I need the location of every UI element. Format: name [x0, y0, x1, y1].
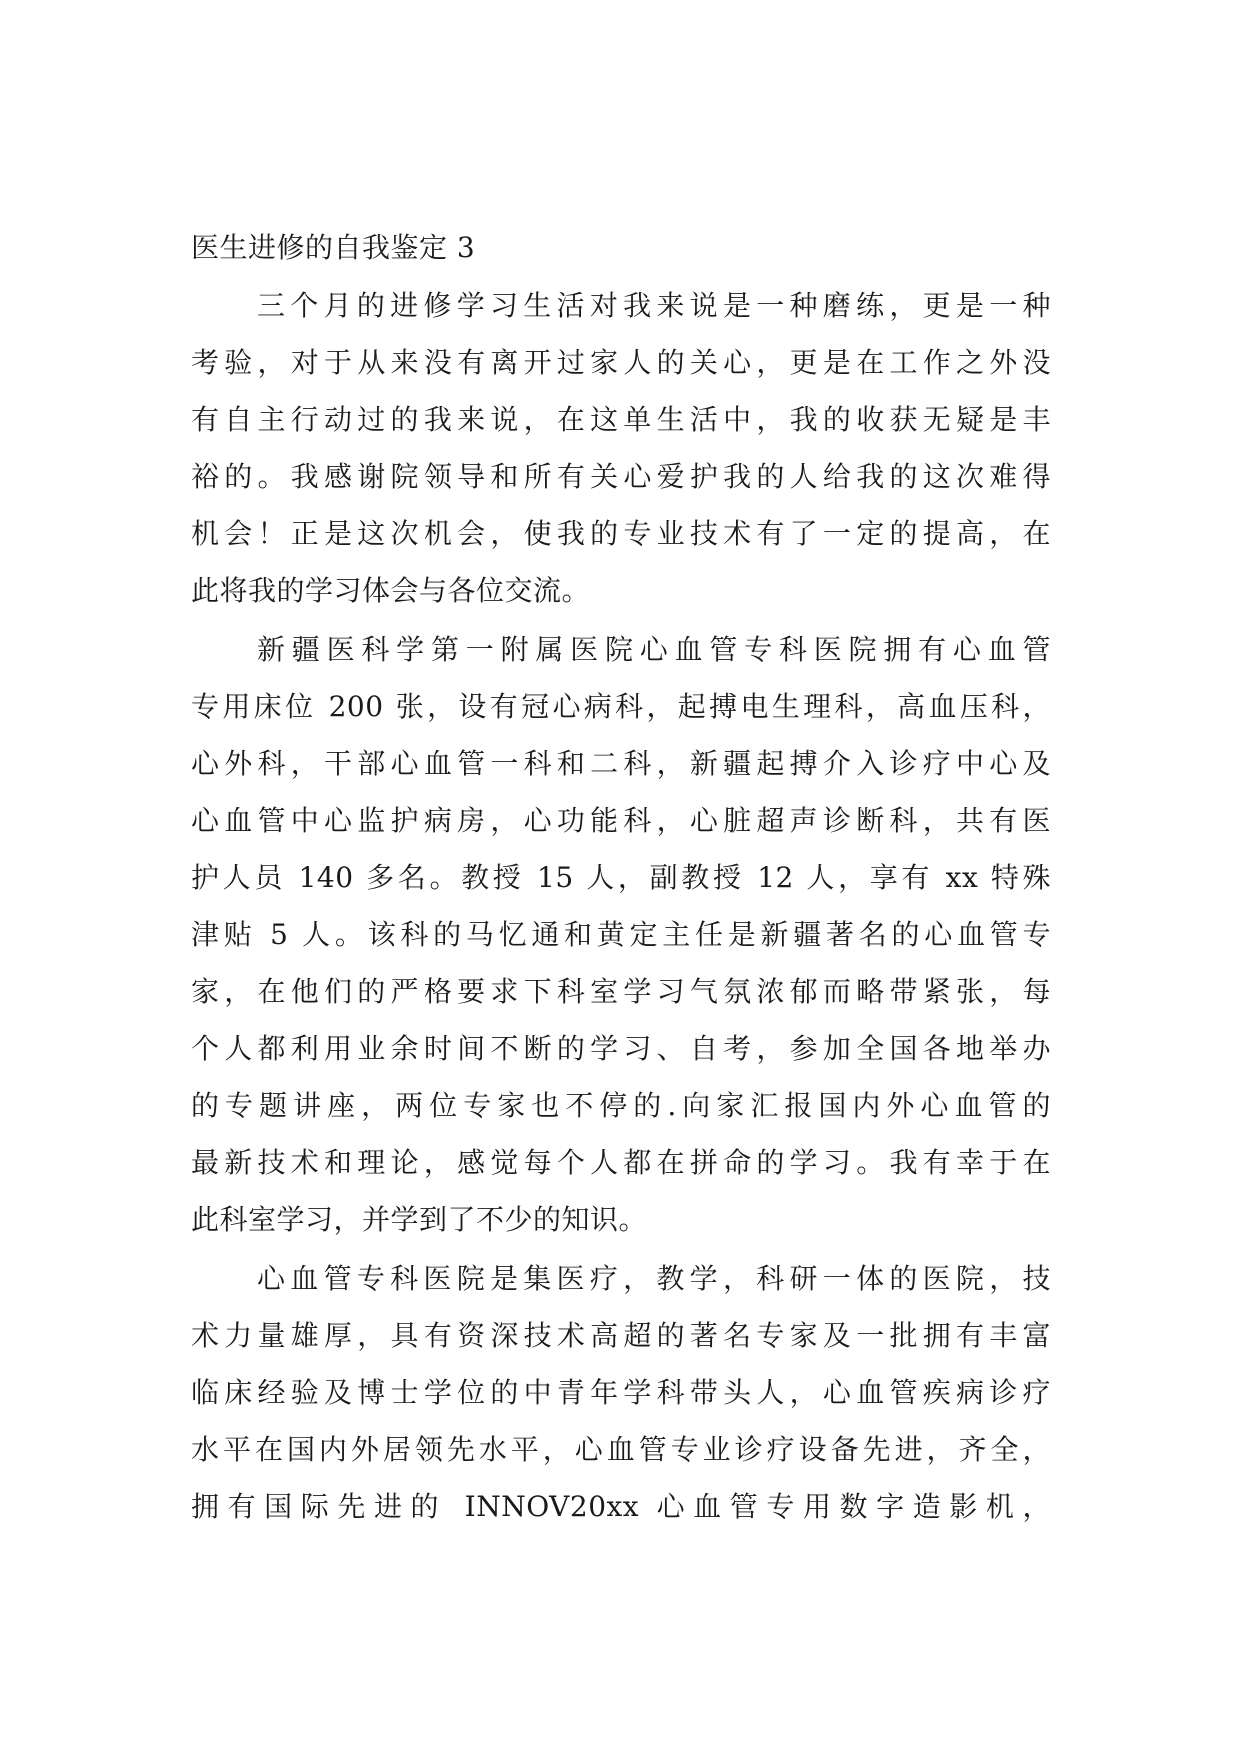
text-line: 机会！正是这次机会，使我的专业技术有了一定的提高，在: [191, 517, 1051, 550]
text-line: 考验，对于从来没有离开过家人的关心，更是在工作之外没: [191, 346, 1051, 379]
text-line: 最新技术和理论，感觉每个人都在拼命的学习。我有幸于在: [191, 1146, 1051, 1179]
text-line: 津贴 5 人。该科的马忆通和黄定主任是新疆著名的心血管专: [191, 918, 1051, 951]
document-title: 医生进修的自我鉴定 3: [191, 231, 476, 264]
text-line: 护人员 140 多名。教授 15 人，副教授 12 人，享有 xx 特殊: [191, 861, 1051, 894]
paragraph-1: [191, 277, 1051, 619]
text-line: 拥有国际先进的 INNOV20xx 心血管专用数字造影机，: [191, 1490, 1051, 1523]
text-line: 个人都利用业余时间不断的学习、自考，参加全国各地举办: [191, 1032, 1051, 1065]
text-line: 此科室学习，并学到了不少的知识。: [191, 1203, 648, 1236]
text-line: 的专题讲座，两位专家也不停的.向家汇报国内外心血管的: [191, 1089, 1051, 1122]
text-line: 三个月的进修学习生活对我来说是一种磨练，更是一种: [257, 289, 1051, 322]
text-line: 心血管专科医院是集医疗，教学，科研一体的医院，技: [257, 1262, 1051, 1295]
text-line: 裕的。我感谢院领导和所有关心爱护我的人给我的这次难得: [191, 460, 1051, 493]
text-line: 心外科，干部心血管一科和二科，新疆起搏介入诊疗中心及: [191, 747, 1051, 780]
text-line: 新疆医科学第一附属医院心血管专科医院拥有心血管: [257, 633, 1051, 666]
text-line: 此将我的学习体会与各位交流。: [191, 574, 591, 607]
text-line: 水平在国内外居领先水平，心血管专业诊疗设备先进，齐全，: [191, 1433, 1051, 1466]
paragraph-2: [191, 621, 1051, 1248]
text-line: 临床经验及博士学位的中青年学科带头人，心血管疾病诊疗: [191, 1376, 1051, 1409]
text-line: 专用床位 200 张，设有冠心病科，起搏电生理科，高血压科，: [191, 690, 1051, 723]
text-line: 家，在他们的严格要求下科室学习气氛浓郁而略带紧张，每: [191, 975, 1051, 1008]
text-line: 有自主行动过的我来说，在这单生活中，我的收获无疑是丰: [191, 403, 1051, 436]
text-line: 术力量雄厚，具有资深技术高超的著名专家及一批拥有丰富: [191, 1319, 1051, 1352]
text-line: 心血管中心监护病房，心功能科，心脏超声诊断科，共有医: [191, 804, 1051, 837]
paragraph-3: [191, 1250, 1051, 1535]
